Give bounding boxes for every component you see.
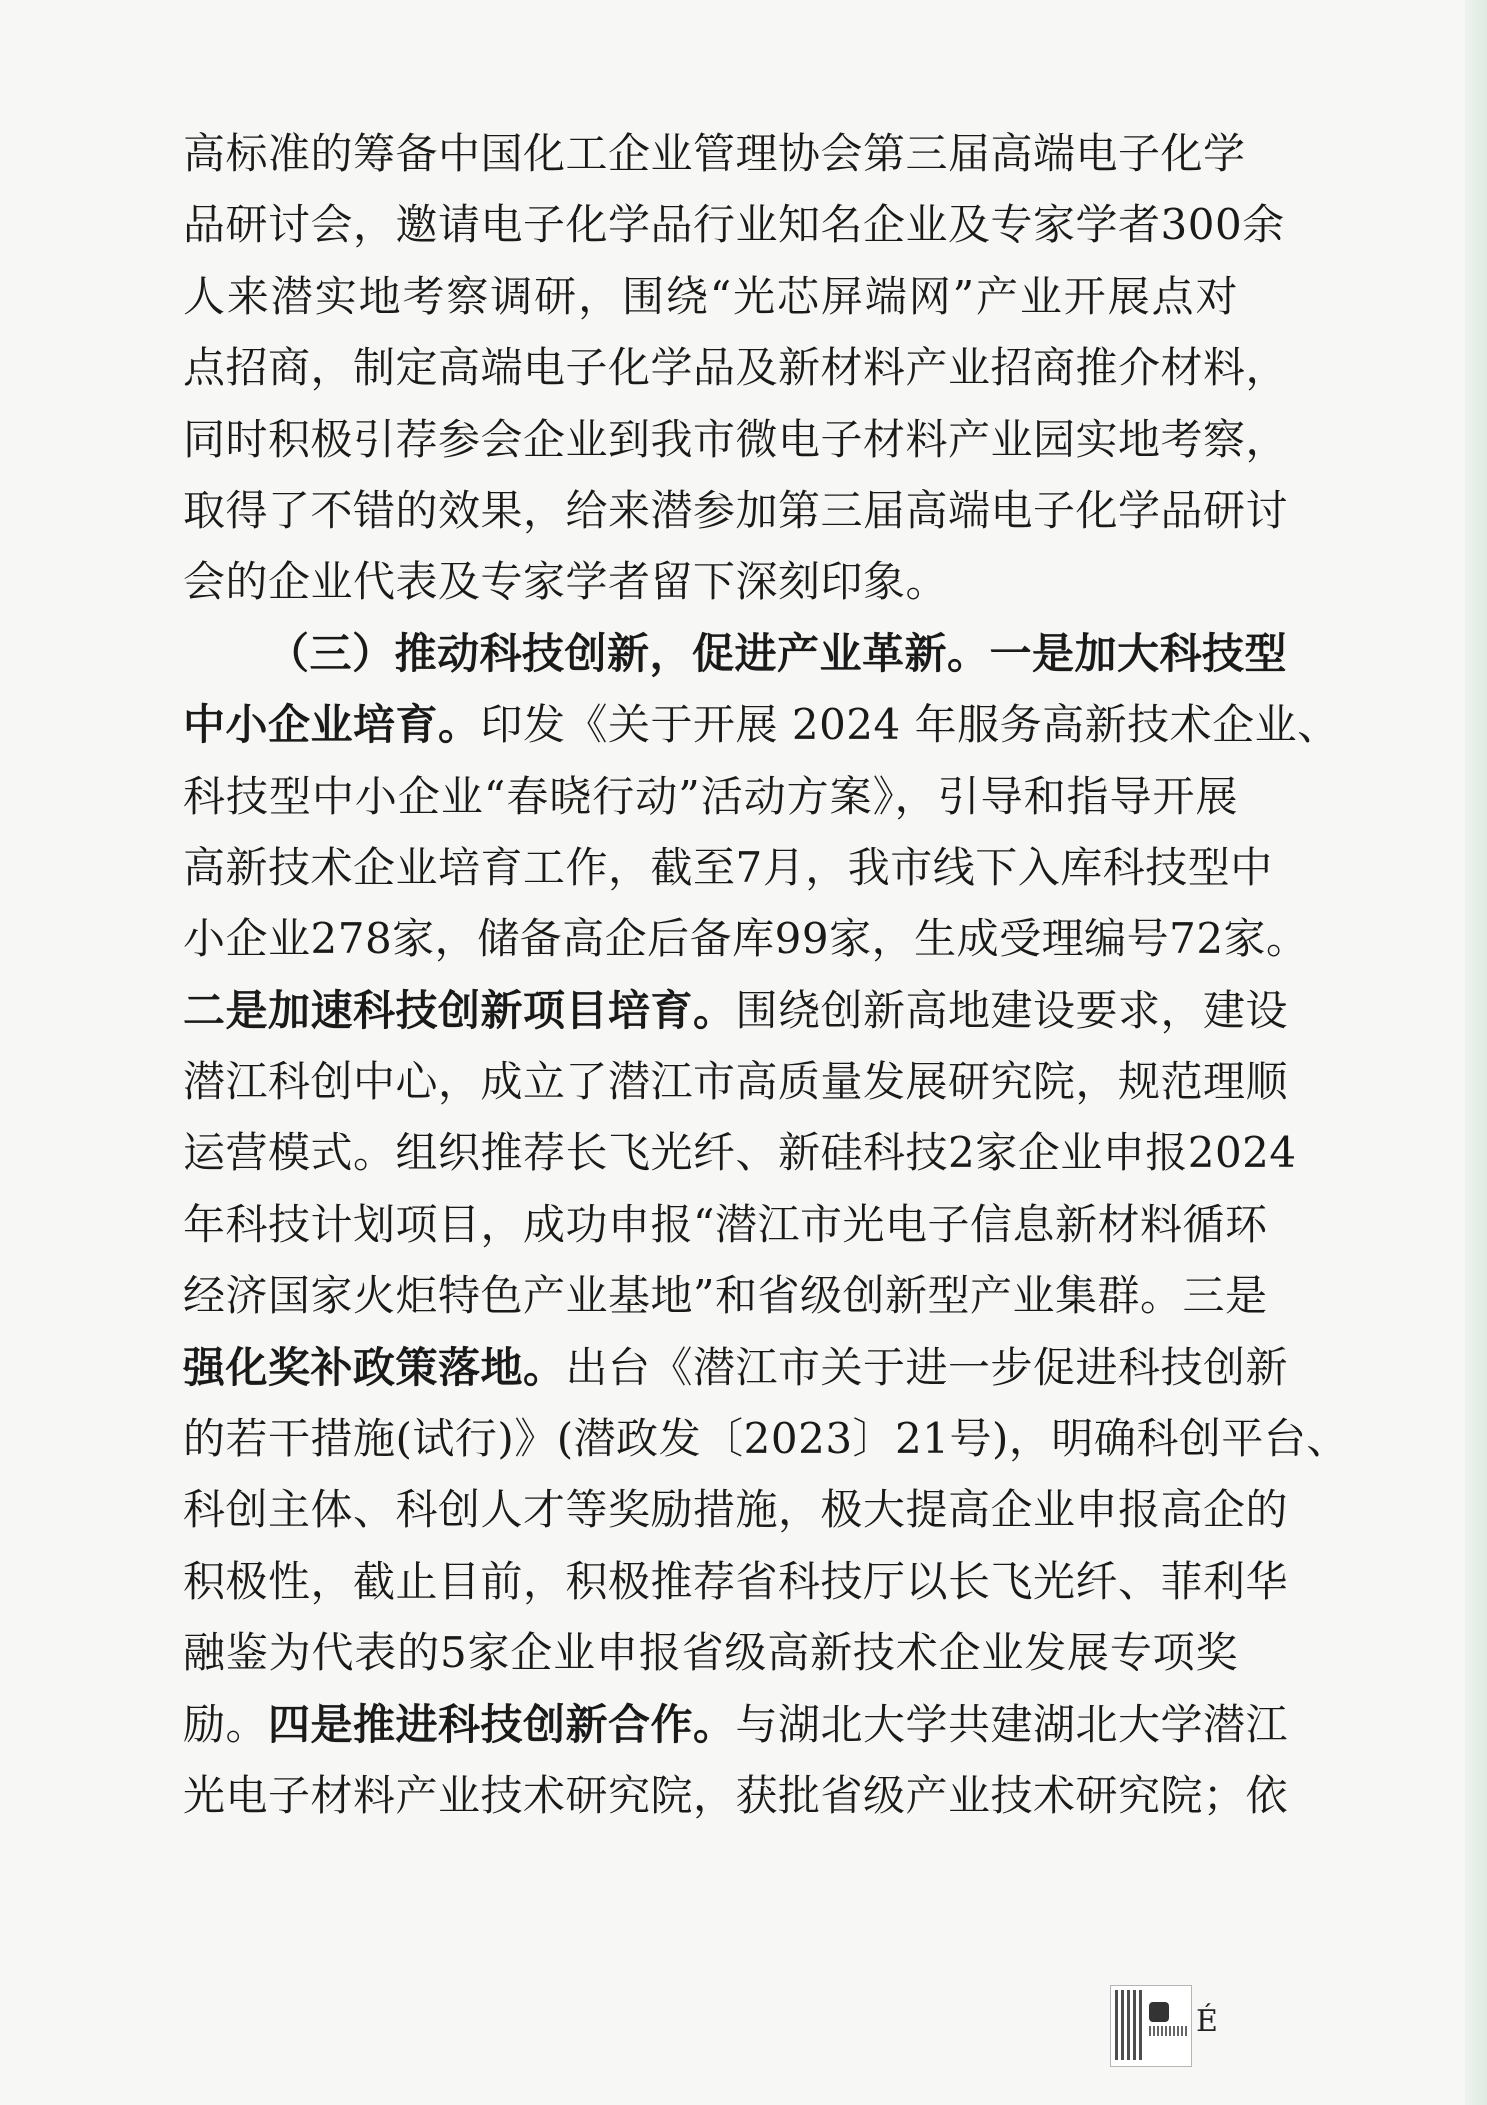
text-line: 的若干措施(试行)》(潜政发〔2023〕21号)，明确科创平台、 <box>183 1414 1349 1464</box>
text-line <box>183 1689 1289 1760</box>
text-run: 出台《潜江市关于进一步促进科技创新 <box>565 1342 1289 1392</box>
text-line: 取得了不错的效果，给来潜参加第三届高端电子化学品研讨 <box>183 485 1289 535</box>
text-line: 小企业278家，储备高企后备库99家，生成受理编号72家。 <box>183 914 1309 964</box>
qr-code-icon <box>1115 1990 1145 2060</box>
text-line: 会的企业代表及专家学者留下深刻印象。 <box>183 557 949 607</box>
text-line: 高新技术企业培育工作，截至7月，我市线下入库科技型中 <box>183 842 1273 892</box>
point-one-title: 一是加大科技型 <box>989 628 1288 678</box>
text-line: 点招商，制定高端电子化学品及新材料产业招商推介材料， <box>183 343 1289 393</box>
text-line: 高标准的筹备中国化工企业管理协会第三届高端电子化学 <box>183 129 1246 178</box>
text-line: 光电子材料产业技术研究院，获批省级产业技术研究院；依 <box>183 1770 1289 1820</box>
text-line <box>183 975 1289 1046</box>
text-line: 年科技计划项目，成功申报“潜江市光电子信息新材料循环 <box>183 1199 1268 1249</box>
text-line: 同时积极引荐参会企业到我市微电子材料产业园实地考察， <box>183 414 1289 464</box>
text-run: 与湖北大学共建湖北大学潜江 <box>735 1699 1289 1749</box>
point-one-title-cont: 中小企业培育。 <box>183 700 481 750</box>
text-line: 科技型中小企业“春晓行动”活动方案》，引导和指导开展 <box>183 771 1238 821</box>
text-line <box>183 1332 1289 1403</box>
section-heading-line <box>183 618 1288 689</box>
text-run: 印发《关于开展 2024 年服务高新技术企业、 <box>480 700 1340 750</box>
scanner-logo-icon <box>1149 2002 1169 2022</box>
text-run: 励。 <box>183 1699 269 1749</box>
text-line: 积极性，截止目前，积极推荐省科技厅以长飞光纤、菲利华 <box>183 1556 1289 1606</box>
text-line: 品研讨会，邀请电子化学品行业知名企业及专家学者300余 <box>183 200 1285 250</box>
text-line: 运营模式。组织推荐长飞光纤、新硅科技2家企业申报2024 <box>183 1128 1297 1178</box>
body-text <box>183 118 1349 1831</box>
text-line: 科创主体、科创人才等奖励措施，极大提高企业申报高企的 <box>183 1485 1289 1535</box>
text-line <box>183 689 1340 760</box>
text-line: 人来潜实地考察调研，围绕“光芯屏端网”产业开展点对 <box>183 271 1238 321</box>
watermark-text-pattern <box>1149 2026 1189 2036</box>
section-heading: （三）推动科技创新，促进产业革新。 <box>267 628 990 678</box>
text-line: 潜江科创中心，成立了潜江市高质量发展研究院，规范理顺 <box>183 1057 1289 1107</box>
point-four-title: 四是推进科技创新合作。 <box>268 1699 736 1749</box>
text-line: 融鉴为代表的5家企业申报省级高新技术企业发展专项奖 <box>183 1628 1238 1678</box>
text-run: 围绕创新高地建设要求，建设 <box>735 985 1289 1035</box>
point-two-title: 二是加速科技创新项目培育。 <box>183 985 736 1035</box>
scan-edge <box>1465 0 1487 2105</box>
scanner-watermark-qr <box>1110 1985 1192 2067</box>
point-three-title: 强化奖补政策落地。 <box>183 1342 566 1392</box>
corner-mark: É <box>1196 2004 1218 2039</box>
text-line: 经济国家火炬特色产业基地”和省级创新型产业集群。三是 <box>183 1271 1268 1321</box>
